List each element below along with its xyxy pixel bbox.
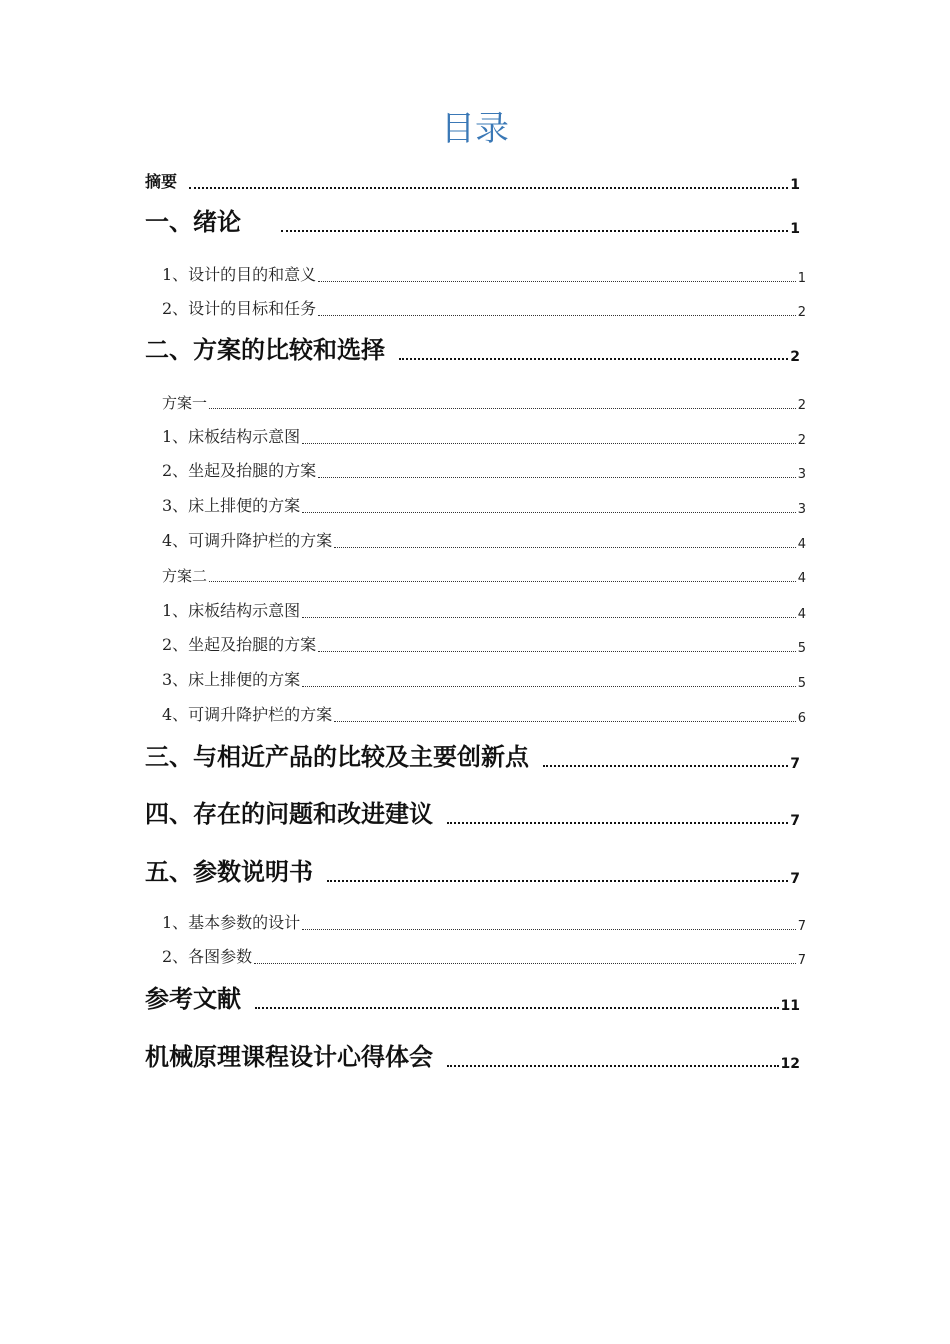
toc-entry-section[interactable] [162,704,806,726]
toc-page-number: 5 [797,641,806,656]
toc-entry-text: 二、方案的比较和选择 [145,336,385,364]
toc-title: 目录 [441,109,509,149]
toc-entry-section[interactable] [162,600,806,622]
toc-leader-dots [543,765,788,767]
toc-entry-text: 4、可调升降护栏的方案 [162,531,333,550]
toc-leader-dots [254,963,796,964]
toc-page-number: 11 [780,998,800,1014]
toc-leader-dots [209,581,796,582]
toc-page-number: 1 [790,177,800,193]
toc-page-number: 2 [797,398,806,413]
toc-entry-text: 2、坐起及抬腿的方案 [162,635,317,654]
toc-entry-chapter-4[interactable] [145,797,800,831]
toc-entry-chapter-1[interactable] [145,205,800,239]
toc-page-number: 7 [790,813,800,829]
toc-page-number: 5 [797,676,806,691]
toc-entry-text: 五、参数说明书 [145,858,313,886]
toc-leader-dots [281,230,788,232]
toc-leader-dots [189,187,788,189]
toc-entry-text: 方案一 [162,394,208,412]
toc-entry-chapter-5[interactable] [145,855,800,889]
toc-page-number: 4 [797,571,806,586]
toc-page-number: 7 [797,919,806,934]
toc-page-number: 1 [797,271,806,286]
toc-page-number: 12 [780,1056,800,1072]
toc-entry-section[interactable] [162,530,806,552]
toc-leader-dots [255,1007,779,1009]
toc-entry-text: 2、设计的目标和任务 [162,299,317,318]
toc-leader-dots [318,477,796,478]
toc-entry-plan-2[interactable] [162,566,806,586]
toc-page-number: 2 [797,305,806,320]
toc-entry-section[interactable] [162,669,806,691]
toc-leader-dots [334,721,796,722]
toc-leader-dots [327,880,788,882]
toc-leader-dots [302,443,796,444]
toc-leader-dots [302,512,796,513]
toc-leader-dots [302,929,796,930]
toc-entry-chapter-3[interactable] [145,740,800,774]
toc-entry-section[interactable] [162,912,806,934]
toc-entry-text: 三、与相近产品的比较及主要创新点 [145,743,529,771]
toc-entry-text: 3、床上排便的方案 [162,496,301,515]
toc-entry-text: 3、床上排便的方案 [162,670,301,689]
toc-entry-section[interactable] [162,298,806,320]
toc-entry-text: 一、绪论 [145,208,241,236]
toc-leader-dots [318,315,796,316]
toc-entry-section[interactable] [162,460,806,482]
toc-leader-dots [334,547,796,548]
toc-leader-dots [318,651,796,652]
toc-entry-text: 1、设计的目的和意义 [162,265,317,284]
toc-entry-text: 2、坐起及抬腿的方案 [162,461,317,480]
toc-page-number: 7 [790,871,800,887]
toc-entry-text: 1、基本参数的设计 [162,913,301,932]
toc-entry-text: 4、可调升降护栏的方案 [162,705,333,724]
toc-entry-chapter-2[interactable] [145,333,800,367]
toc-leader-dots [302,686,796,687]
toc-page-number: 2 [790,349,800,365]
toc-entry-section[interactable] [162,495,806,517]
toc-entry-reflections[interactable] [145,1040,800,1074]
toc-page-number: 6 [797,711,806,726]
toc-entry-text: 1、床板结构示意图 [162,427,301,446]
toc-entry-text: 四、存在的问题和改进建议 [145,800,433,828]
toc-entry-references[interactable] [145,982,800,1016]
toc-page-number: 7 [790,756,800,772]
toc-leader-dots [318,281,796,282]
toc-leader-dots [302,617,796,618]
toc-page-number: 1 [790,221,800,237]
toc-entry-section[interactable] [162,634,806,656]
toc-leader-dots [447,1065,779,1067]
toc-leader-dots [447,822,788,824]
toc-entry-text: 摘要 [145,172,178,191]
toc-entry-abstract[interactable] [145,171,800,193]
toc-page-number: 3 [797,502,806,517]
toc-page-number: 2 [797,433,806,448]
toc-entry-text: 1、床板结构示意图 [162,601,301,620]
toc-entry-text: 参考文献 [145,985,241,1013]
toc-entry-section[interactable] [162,426,806,448]
toc-page-number: 7 [797,953,806,968]
toc-leader-dots [399,358,788,360]
toc-leader-dots [209,408,796,409]
toc-entry-text: 机械原理课程设计心得体会 [145,1043,433,1071]
toc-page-number: 4 [797,607,806,622]
toc-entry-plan-1[interactable] [162,393,806,413]
toc-entry-section[interactable] [162,264,806,286]
toc-entry-text: 方案二 [162,567,208,585]
toc-entry-text: 2、各图参数 [162,947,253,966]
toc-entry-section[interactable] [162,946,806,968]
toc-page-number: 3 [797,467,806,482]
toc-page-number: 4 [797,537,806,552]
